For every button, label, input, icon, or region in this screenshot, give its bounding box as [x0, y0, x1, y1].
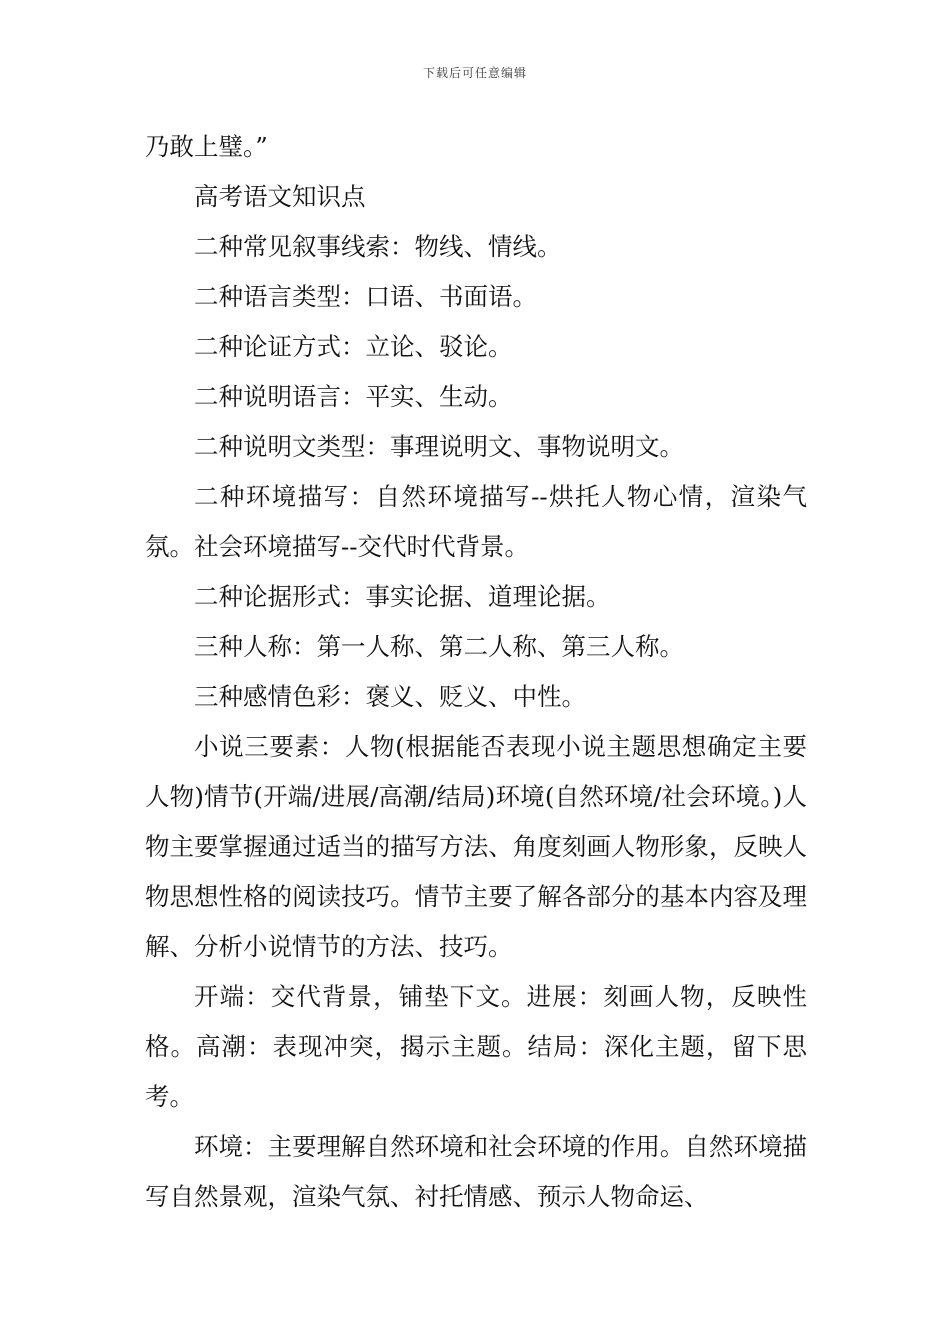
paragraph-persons: 三种人称：第一人称、第二人称、第三人称。	[194, 632, 684, 661]
document-body	[145, 122, 807, 1222]
paragraph-environment-role: 环境：主要理解自然环境和社会环境的作用。自然环境描写自然景观，渲染气氛、衬托情感、预示人物命运、	[145, 1132, 807, 1211]
paragraph-narrative-clues: 二种常见叙事线索：物线、情线。	[194, 232, 562, 261]
page-header-note: 下载后可任意编辑	[422, 66, 527, 80]
paragraph-expository-language: 二种说明语言：平实、生动。	[194, 382, 513, 411]
paragraph-section-title: 高考语文知识点	[194, 182, 366, 211]
paragraph-quote-end: 乃敢上璧。”	[145, 132, 268, 161]
paragraph-expository-types: 二种说明文类型：事理说明文、事物说明文。	[194, 432, 684, 461]
paragraph-plot-stages: 开端：交代背景，铺垫下文。进展：刻画人物，反映性格。高潮：表现冲突，揭示主题。结局：深化主题，留下思考。	[145, 982, 807, 1111]
paragraph-evidence-forms: 二种论据形式：事实论据、道理论据。	[194, 582, 611, 611]
paragraph-environment-description: 二种环境描写：自然环境描写--烘托人物心情，渲染气氛。社会环境描写--交代时代背景。	[145, 482, 807, 561]
paragraph-novel-elements: 小说三要素：人物(根据能否表现小说主题思想确定主要人物)情节(开端/进展/高潮/结局)环境(自然环境/社会环境。)人物主要掌握通过适当的描写方法、角度刻画人物形象，反映人物思想性格的阅读技巧。情节主要了解各部分的基本内容及理解、分析小说情节的方法、技巧。	[145, 732, 807, 961]
paragraph-argument-methods: 二种论证方式：立论、驳论。	[194, 332, 513, 361]
paragraph-language-types: 二种语言类型：口语、书面语。	[194, 282, 537, 311]
paragraph-emotional-color: 三种感情色彩：褒义、贬义、中性。	[194, 682, 586, 711]
